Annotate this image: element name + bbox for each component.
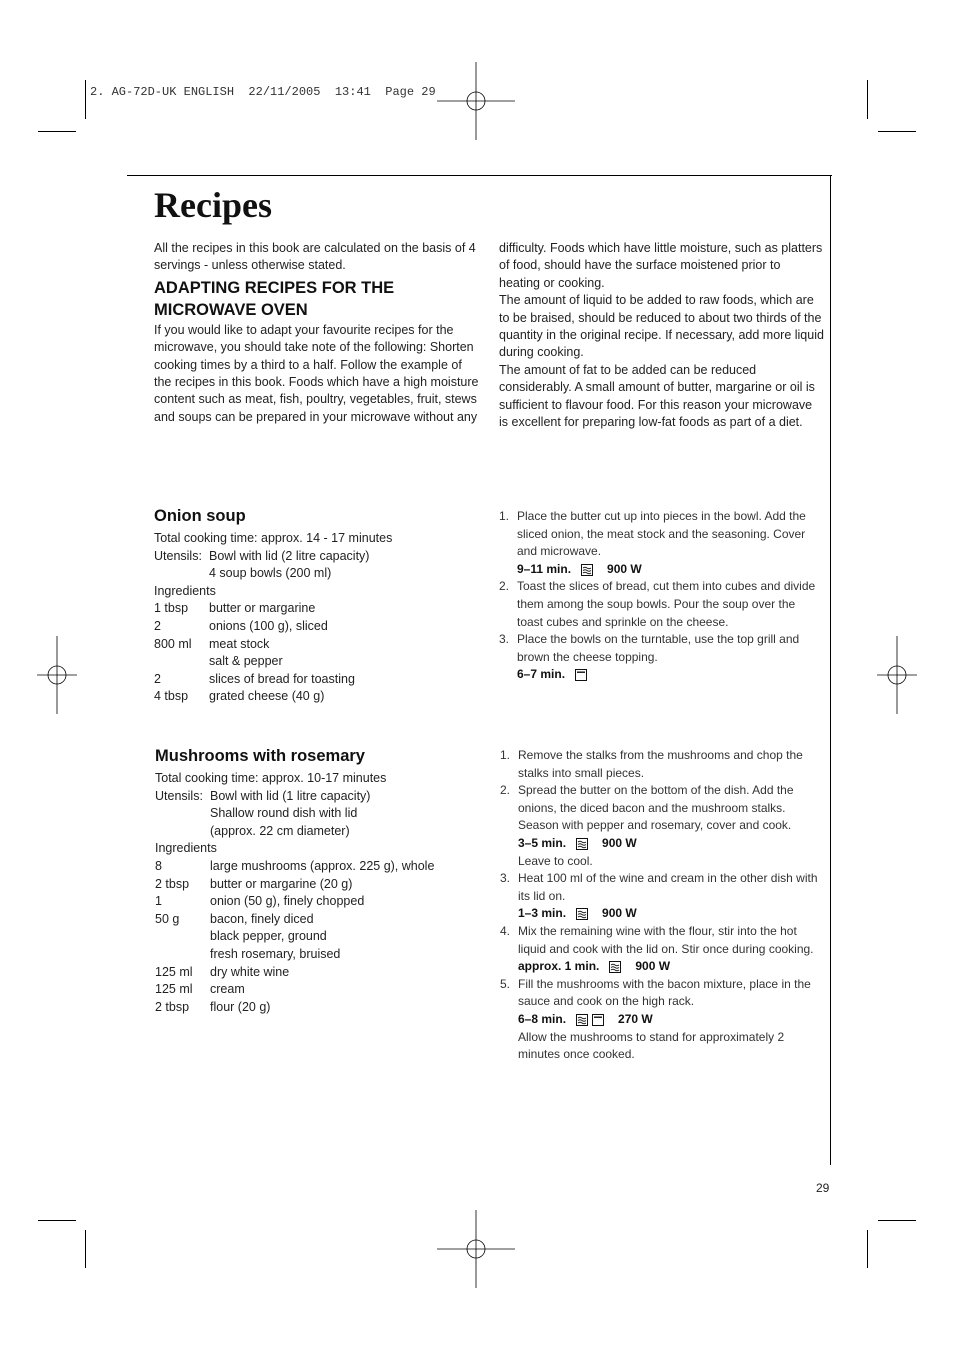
method-step: 3. Place the bowls on the turntable, use the top grill and brown the cheese topping. (499, 632, 800, 664)
recipe-title: Mushrooms with rosemary (155, 747, 365, 765)
setting-power: 900 W (607, 561, 642, 576)
intro-paragraph: The amount of liquid to be added to raw foods, which are to be braised, should be reduced to about two thirds of the quantity in the original recipe. If necessary, add more liquid during cooking. (499, 293, 824, 360)
cook-setting (500, 1011, 825, 1029)
ingredient-item: onion (50 g), finely chopped (210, 894, 365, 909)
setting-time: 9–11 min. (517, 561, 572, 576)
section-heading-line: MICROWAVE OVEN (154, 301, 308, 320)
section-heading (154, 277, 479, 322)
registration-mark (37, 636, 77, 714)
intro-paragraph: The amount of fat to be added can be reduced considerably. A small amount of butter, margarine or oil is sufficient to flavour food. For this reason your microwave is excellent for preparing low-fat foods as part of a diet. (499, 362, 815, 430)
ingredient-qty: 1 (155, 894, 162, 909)
grill-icon (592, 1014, 604, 1026)
ingredient-qty: 2 tbsp (155, 876, 190, 891)
setting-time: 6–7 min. (517, 667, 566, 682)
ingredient-item: bacon, finely diced (210, 911, 314, 926)
crop-mark (85, 1230, 86, 1268)
setting-time: 3–5 min. (518, 835, 567, 850)
microwave-icon (581, 564, 593, 576)
page-title: Recipes (154, 185, 272, 225)
method-step: 2. Toast the slices of bread, cut them into cubes and divide them among the soup bowls. Pour the soup over the toast cubes and sprinkle on the cheese. (499, 579, 816, 629)
ingredient-qty: 8 (155, 858, 162, 873)
ingredient-qty: 2 tbsp (155, 999, 190, 1014)
method-step: 4. Mix the remaining wine with the flour, stir into the hot liquid and cook with the lid on. Stir once during cooking. (500, 923, 814, 956)
registration-mark (437, 1210, 515, 1288)
ingredient-item: dry white wine (210, 964, 290, 979)
page-number: 29 (816, 1181, 830, 1195)
method-step: 1. Remove the stalks from the mushrooms and chop the stalks into small pieces. (500, 748, 803, 780)
crop-mark (878, 131, 916, 132)
grill-icon (575, 669, 587, 681)
onion-soup-recipe (154, 507, 474, 706)
utensil: 4 soup bowls (200 ml) (209, 566, 332, 581)
setting-time: 1–3 min. (518, 906, 567, 921)
crop-mark (867, 80, 868, 119)
setting-power: 900 W (602, 906, 637, 921)
ingredient-qty: 4 tbsp (154, 689, 189, 704)
cook-setting (499, 666, 824, 684)
crop-mark (878, 1220, 916, 1221)
ingredient-item: fresh rosemary, bruised (210, 946, 341, 961)
registration-mark (437, 62, 515, 140)
ingredient-qty (154, 653, 209, 671)
method-step: 3. Heat 100 ml of the wine and cream in the other dish with its lid on. (500, 871, 818, 903)
cook-setting (500, 905, 825, 923)
cooking-time: Total cooking time: approx. 14 - 17 minutes (154, 531, 393, 545)
method-step: 5. Fill the mushrooms with the bacon mixture, place in the sauce and cook on the high rack. (500, 976, 811, 1009)
step-note: Leave to cool. (518, 853, 593, 868)
frame-rule-top (127, 175, 832, 176)
intro-right-column (499, 240, 824, 431)
microwave-icon (576, 838, 588, 850)
ingredient-qty: 2 (154, 671, 161, 686)
ingredient-qty: 125 ml (155, 982, 193, 997)
ingredient-qty: 800 ml (154, 636, 192, 651)
setting-power: 900 W (602, 835, 637, 850)
mushrooms-recipe (155, 747, 475, 1016)
method-step: 1. Place the butter cut up into pieces in the bowl. Add the sliced onion, the meat stock and the seasoning. Cover and microwave. (499, 509, 806, 559)
ingredients-label: Ingredients (154, 583, 216, 598)
ingredient-qty (155, 946, 210, 964)
cooking-time: Total cooking time: approx. 10-17 minutes (155, 771, 387, 785)
print-slug: 2. AG-72D-UK ENGLISH 22/11/2005 13:41 Page 29 (90, 85, 436, 99)
utensil: Bowl with lid (2 litre capacity) (209, 548, 370, 563)
ingredient-item: meat stock (209, 636, 270, 651)
ingredient-qty (155, 928, 210, 946)
microwave-icon (576, 1014, 588, 1026)
onion-soup-steps (499, 508, 824, 684)
utensil: Bowl with lid (1 litre capacity) (210, 788, 371, 803)
crop-mark (85, 80, 86, 119)
ingredient-item: grated cheese (40 g) (209, 689, 325, 704)
ingredient-item: butter or margarine (20 g) (210, 876, 353, 891)
utensils-label: Utensils: (154, 548, 202, 563)
ingredient-qty: 1 tbsp (154, 601, 189, 616)
utensil: (approx. 22 cm diameter) (210, 823, 350, 838)
setting-time: 6–8 min. (518, 1011, 567, 1026)
section-heading-line: ADAPTING RECIPES FOR THE (154, 278, 395, 297)
step-note: Allow the mushrooms to stand for approximately 2 minutes once cooked. (518, 1029, 785, 1062)
ingredient-qty: 125 ml (155, 964, 193, 979)
ingredient-item: black pepper, ground (210, 929, 327, 944)
ingredient-item: cream (210, 982, 245, 997)
setting-power: 900 W (635, 959, 671, 974)
cook-setting (500, 958, 825, 976)
ingredient-qty: 50 g (155, 911, 180, 926)
method-step: 2. Spread the butter on the bottom of the dish. Add the onions, the diced bacon and the mushroom stalks. Season with pepper and rosemary, cover and cook. (500, 783, 794, 833)
setting-power: 270 W (618, 1011, 653, 1026)
ingredients-label: Ingredients (155, 841, 217, 856)
crop-mark (38, 131, 76, 132)
utensils-label: Utensils: (155, 788, 203, 803)
ingredient-item: butter or margarine (209, 601, 316, 616)
crop-mark (867, 1230, 868, 1268)
recipe-title: Onion soup (154, 507, 246, 525)
ingredient-item: flour (20 g) (210, 999, 271, 1014)
ingredient-qty: 2 (154, 618, 161, 633)
utensil: Shallow round dish with lid (210, 806, 358, 821)
frame-rule-right (830, 175, 831, 1165)
cook-setting (499, 561, 824, 579)
registration-mark (877, 636, 917, 714)
microwave-icon (609, 961, 621, 973)
intro-paragraph: difficulty. Foods which have little moisture, such as platters of food, should have the surface moistened prior to heating or cooking. (499, 241, 823, 290)
ingredient-item: slices of bread for toasting (209, 671, 355, 686)
cook-setting (500, 835, 825, 853)
intro-left-column (154, 240, 479, 426)
ingredient-item: onions (100 g), sliced (209, 618, 328, 633)
ingredient-item: large mushrooms (approx. 225 g), whole (210, 858, 435, 873)
mushrooms-steps (500, 747, 825, 1064)
intro-body: If you would like to adapt your favourite recipes for the microwave, you should take note of the following: Shorten cooking times by a third to a half. Follow the example of the recipes in this book. Foods which have a high moisture content such as meat, fish, poultry, vegetables, fruit, stews and soups can be prepared in your microwave without any (154, 322, 479, 424)
crop-mark (38, 1220, 76, 1221)
ingredient-item: salt & pepper (209, 654, 283, 669)
setting-time: approx. 1 min. (518, 959, 600, 974)
microwave-icon (576, 908, 588, 920)
intro-paragraph: All the recipes in this book are calculated on the basis of 4 servings - unless otherwise stated. (154, 241, 476, 273)
